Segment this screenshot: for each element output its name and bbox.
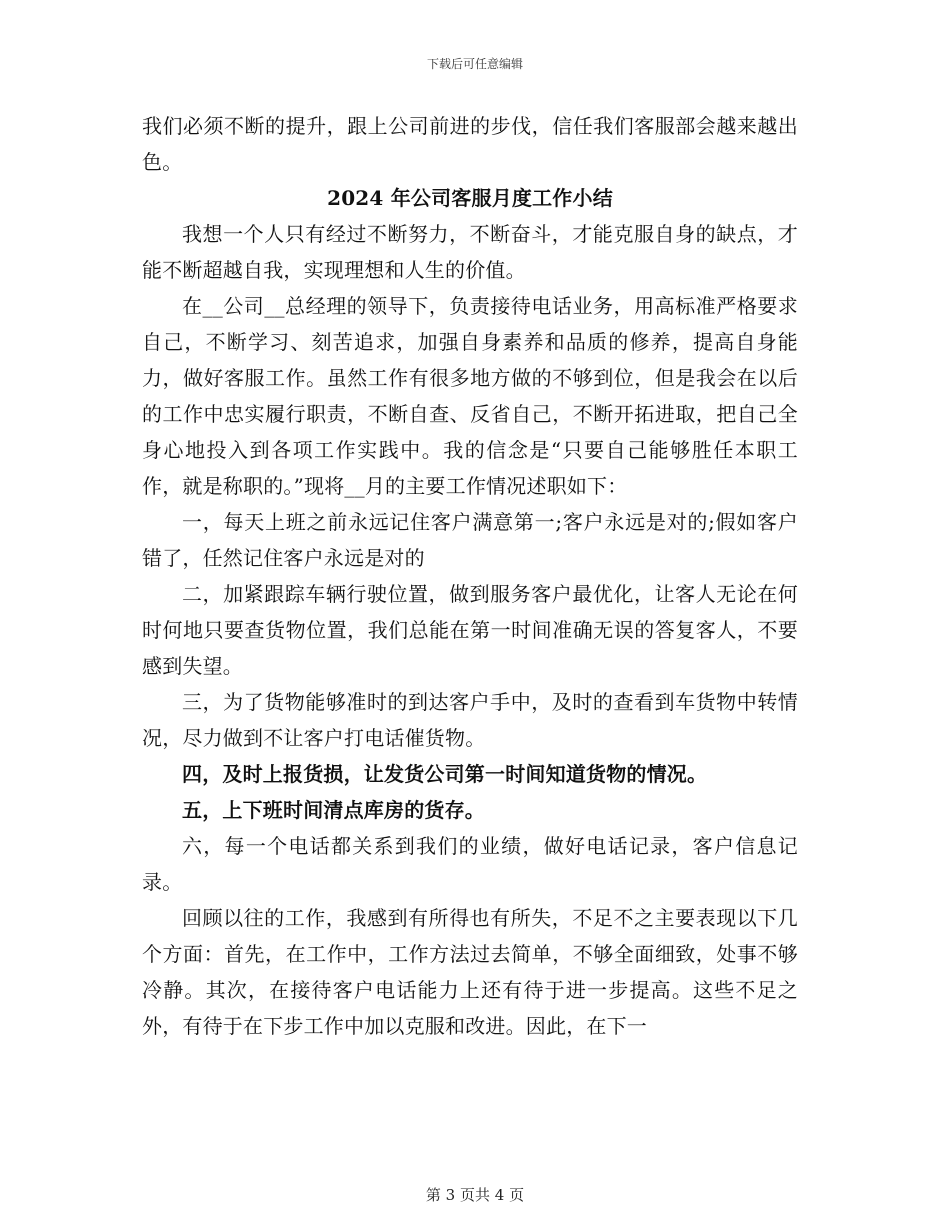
- list-item-6: 六，每一个电话都关系到我们的业绩，做好电话记录，客户信息记录。: [142, 834, 798, 894]
- paragraph-intro: 我想一个人只有经过不断努力，不断奋斗，才能克服自身的缺点，才能不断超越自我，实现理想和人生的价值。: [142, 222, 798, 282]
- list-item-5: 五，上下班时间清点库房的货存。: [182, 798, 485, 822]
- page-footer: 第 3 页共 4 页: [425, 1186, 525, 1204]
- list-item-4: 四，及时上报货损，让发货公司第一时间知道货物的情况。: [182, 762, 708, 786]
- page-header: 下载后可任意编辑: [426, 57, 523, 71]
- paragraph-overview: 在__公司__总经理的领导下，负责接待电话业务，用高标准严格要求自己，不断学习、刻苦追求，加强自身素养和品质的修养，提高自身能力，做好客服工作。虽然工作有很多地方做的不够到位，但是我会在以后的工作中忠实履行职责，不断自查、反省自己，不断开拓进取，把自己全身心地投入到各项工作实践中。我的信念是“只要自己能够胜任本职工作，就是称职的。”现将__月的主要工作情况述职如下：: [142, 294, 798, 498]
- list-item-2: 二，加紧跟踪车辆行驶位置，做到服务客户最优化，让客人无论在何时何地只要查货物位置，我们总能在第一时间准确无误的答复客人，不要感到失望。: [142, 582, 798, 678]
- document-heading: 2024 年公司客服月度工作小结: [327, 186, 613, 210]
- paragraph-continuation: 我们必须不断的提升，跟上公司前进的步伐，信任我们客服部会越来越出色。: [142, 114, 798, 174]
- paragraph-review: 回顾以往的工作，我感到有所得也有所失，不足不之主要表现以下几个方面：首先，在工作中，工作方法过去简单，不够全面细致，处事不够冷静。其次，在接待客户电话能力上还有待于进一步提高。这些不足之外，有待于在下步工作中加以克服和改进。因此，在下一: [142, 906, 798, 1038]
- list-item-3: 三，为了货物能够准时的到达客户手中，及时的查看到车货物中转情况，尽力做到不让客户打电话催货物。: [142, 690, 798, 750]
- list-item-1: 一，每天上班之前永远记住客户满意第一;客户永远是对的;假如客户错了，任然记住客户永远是对的: [142, 510, 798, 570]
- document-body: [142, 108, 798, 1044]
